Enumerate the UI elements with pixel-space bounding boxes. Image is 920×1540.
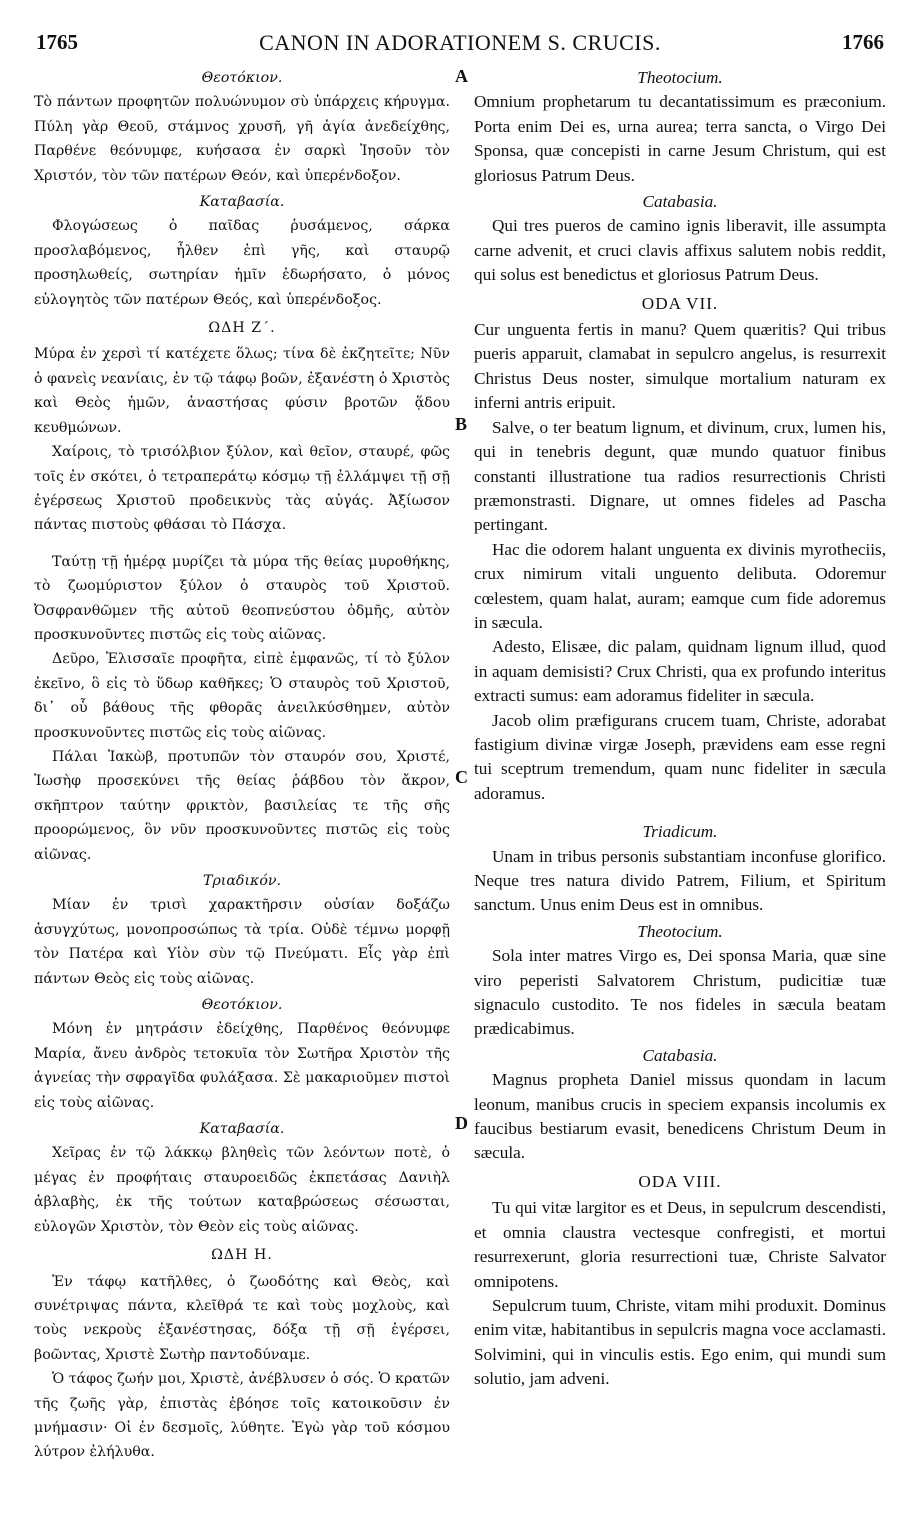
greek-paragraph: Μίαν ἐν τρισὶ χαρακτῆρσιν οὐσίαν δοξάζω ἀσυγχύτως, μονοπροσώπως τὰ τρία. Οὐδὲ τέμνω μορφῇ τὸν Πατέρα καὶ Υἱὸν σὺν τῷ Πνεύματι. Εἷς γὰρ ἐπὶ πάντων Θεὸς εἰς τοὺς αἰῶνας. <box>34 897 450 987</box>
margin-letter-b: B <box>455 414 468 434</box>
greek-heading-katabasia-2: Καταβασία. <box>199 1121 285 1138</box>
latin-paragraph: Sola inter matres Virgo es, Dei sponsa Maria, quæ sine viro peperisti Salvatorem Christum, pudicitiæ tuæ signaculo custodito. Te nos fideles in sæcula beatam prædicabimus. <box>474 946 886 1039</box>
greek-paragraph: Δεῦρο, Ἐλισσαῖε προφῆτα, εἰπὲ ἐμφανῶς, τί τὸ ξύλον ἐκεῖνο, ὃ εἰς τὸ ὕδωρ καθῆκες; Ὁ σταυρὸς τοῦ Χριστοῦ, δι᾽ οὗ βάθους τῆς φθορᾶς ἀνειλκύσθημεν, αὐτὸν προσκυνοῦντες πιστῶς εἰς τοὺς αἰῶνας. <box>34 651 450 741</box>
latin-paragraph: Sepulcrum tuum, Christe, vitam mihi produxit. Dominus enim vitæ, habitantibus in sepulcris magna voce acclamasti. Solvimini, qui in vinculis estis. Ego enim, qui mundi sum solutio, jam adveni. <box>474 1295 886 1389</box>
page-number-right: 1766 <box>842 30 884 54</box>
latin-heading-theotocium-2: Theotocium. <box>637 921 723 941</box>
latin-paragraph: Cur unguenta fertis in manu? Quem quæritis? Qui tribus pueris apparuit, clamabat in sepulcro angelus, is resurrexit Christus Deus noster, simulque mortalium naturam ex inferni antris eripuit. <box>474 320 886 413</box>
latin-heading-oda-8: ODA VIII. <box>638 1171 722 1191</box>
greek-paragraph: Χεῖρας ἐν τῷ λάκκῳ βληθεὶς τῶν λεόντων ποτὲ, ὁ μέγας ἐν προφήταις σταυροειδῶς ἐκπετάσας Δανιὴλ ἀβλαβὴς, ἐκ τῆς τούτων καταβρώσεως σέσωσται, εὐλογῶν Χριστὸν, τὸν Θεὸν εἰς τοὺς αἰῶνας. <box>34 1145 450 1235</box>
greek-paragraph: Φλογώσεως ὁ παῖδας ῥυσάμενος, σάρκα προσλαβόμενος, ἦλθεν ἐπὶ γῆς, καὶ σταυρῷ προσηλωθείς, σωτηρίαν ἡμῖν ἐδωρήσατο, ὁ μόνος εὐλογητὸς τῶν πατέρων Θεός, καὶ ὑπερένδοξος. <box>34 218 450 308</box>
latin-paragraph: Jacob olim præfigurans crucem tuam, Christe, adorabat fastigium divinæ virgæ Joseph, prævidens eam esse regni tui sceptrum tremendum, quam nunc fideliter in sæcula adoramus. <box>474 710 886 803</box>
greek-heading-triadikon: Τριαδικόν. <box>202 873 282 889</box>
greek-paragraph: Πάλαι Ἰακὼβ, προτυπῶν τὸν σταυρόν σου, Χριστέ, Ἰωσὴφ προσεκύνει τῆς θείας ῥάβδου τὸν ἄκρον, σκῆπτρον ταύτην φρικτὸν, βασιλείας τε τῆς σῆς προορώμενος, ὃν νῦν προσκυνοῦντες πιστῶς εἰς τοὺς αἰῶνας. <box>34 748 450 863</box>
greek-heading-theotokion-2: Θεοτόκιον. <box>201 997 283 1014</box>
running-title: CANON IN ADORATIONEM S. CRUCIS. <box>259 30 661 55</box>
latin-paragraph: Hac die odorem halant unguenta ex divinis myrotheciis, crux nimirum vitali unguento delibuta. Odoremur cœlestem, quam halat, auram; eamque cum fide adoremus in sæcula. <box>474 539 886 632</box>
latin-paragraph: Qui tres pueros de camino ignis liberavit, ille assumpta carne advenit, et cruci clavis affixus salutem nobis reddit, qui solus est benedictus et gloriosus Patrum Deus. <box>474 216 886 285</box>
margin-letter-a: A <box>455 66 468 86</box>
margin-letter-c: C <box>455 767 468 787</box>
latin-heading-triadicum: Triadicum. <box>642 822 718 842</box>
latin-paragraph: Unam in tribus personis substantiam inconfuse glorifico. Neque tres natura divido Patrem, Filium, et Spiritum sanctum. Unus enim Deus est in omnibus. <box>474 846 886 915</box>
latin-heading-catabasia: Catabasia. <box>642 192 718 212</box>
latin-paragraph: Tu qui vitæ largitor es et Deus, in sepulcrum descendisti, et omnia claustra vectesque confregisti, et mortui resurrexerunt, gloria resurrectioni tuæ, Christe Salvator omnipotens. <box>474 1198 886 1291</box>
greek-heading-ode-8: ΩΔΗ Η. <box>211 1247 273 1264</box>
greek-heading-ode-7: ΩΔΗ Ζ΄. <box>208 320 276 337</box>
latin-heading-catabasia-2: Catabasia. <box>642 1045 718 1065</box>
greek-heading-katabasia: Καταβασία. <box>199 194 285 211</box>
greek-heading-theotokion: Θεοτόκιον. <box>201 70 283 86</box>
latin-paragraph: Salve, o ter beatum lignum, et divinum, crux, lumen his, qui in tenebris degunt, quæ mundo quatuor finibus constanti illustratione tua radios resurrectionis Christi præmonstrasti. Dignare, ut omnes fideles ad Pascha pertingant. <box>474 417 886 535</box>
latin-paragraph: Adesto, Elisæe, dic palam, quidnam lignum illud, quod in aquam demisisti? Crux Christi, qua ex profundo interitus extracti sumus: eam adoramus fideliter in sæcula. <box>474 637 886 706</box>
greek-paragraph: Μόνη ἐν μητράσιν ἐδείχθης, Παρθένος θεόνυμφε Μαρία, ἄνευ ἀνδρὸς τετοκυῖα τὸν Σωτῆρα Χριστὸν τῆς ἁγνείας τὴν σφραγῖδα φυλάξασα. Σὲ μακαριοῦμεν πιστοὶ εἰς τοὺς αἰῶνας. <box>34 1021 450 1111</box>
greek-paragraph: Ταύτῃ τῇ ἡμέρᾳ μυρίζει τὰ μύρα τῆς θείας μυροθήκης, τὸ ζωομύριστον ξύλον ὁ σταυρὸς τοῦ Χριστοῦ. Ὀσφρανθῶμεν τῆς αὐτοῦ θεοπνεύστου ὀδμῆς, αὐτὸν προσκυνοῦντες πιστῶς εἰς τοὺς αἰῶνας. <box>34 553 450 643</box>
latin-column <box>474 64 886 1392</box>
latin-paragraph: Magnus propheta Daniel missus quondam in lacum leonum, manibus crucis in speciem expansis incolumis ex faucibus bestiarum evasit, benedicens Christum Deum in sæcula. <box>474 1070 886 1163</box>
greek-paragraph: Χαίροις, τὸ τρισόλβιον ξύλον, καὶ θεῖον, σταυρέ, φῶς τοῖς ἐν σκότει, ὁ τετραπεράτῳ κόσμῳ τῇ ἐλλάμψει τῇ σῇ ἐγέρσεως Χριστοῦ προδεικνὺς τὰς αὐγάς. Ἀξίωσον πάντας πιστοὺς φθάσαι τὸ Πάσχα. <box>34 444 450 534</box>
margin-letter-d: D <box>455 1113 468 1133</box>
greek-paragraph: Μύρα ἐν χερσὶ τί κατέχετε ὅλως; τίνα δὲ ἐκζητεῖτε; Νῦν ὁ φανεὶς νεανίαις, ἐν τῷ τάφῳ βοῶν, ἐξανέστη ὁ Χριστὸς καὶ Θεὸς ἡμῶν, ἀναστήσας φύσιν βροτῶν ᾅδου κευθμώνων. <box>34 346 450 436</box>
greek-paragraph: Ὁ τάφος ζωήν μοι, Χριστὲ, ἀνέβλυσεν ὁ σός. Ὁ κρατῶν τῆς ζωῆς γὰρ, ἐπιστὰς ἐβόησε τοῖς κατοικοῦσιν ἐν μνήμασιν· Οἱ ἐν δεσμοῖς, λύθητε. Ἐγὼ γὰρ τοῦ κόσμου λύτρον ἐλήλυθα. <box>34 1371 450 1461</box>
greek-paragraph: Τὸ πάντων προφητῶν πολυώνυμον σὺ ὑπάρχεις κήρυγμα. Πύλη γὰρ Θεοῦ, στάμνος χρυσῆ, γῆ ἁγία ἀνεδείχθης, Παρθένε θεόνυμφε, κυήσασα ἐν σαρκὶ Ἰησοῦν τὸν Χριστόν, τὸν τῶν πατέρων Θεόν, καὶ ὑπερένδοξον. <box>34 94 450 184</box>
latin-paragraph: Omnium prophetarum tu decantatissimum es præconium. Porta enim Dei es, urna aurea; terra sancta, o Virgo Dei Sponsa, quæ concepisti in carne Jesum Christum, qui est gloriosus Patrum Deus. <box>474 92 886 185</box>
greek-column <box>34 64 450 1465</box>
latin-heading-theotocium: Theotocium. <box>637 68 723 87</box>
running-header <box>36 30 884 58</box>
page-number-left: 1765 <box>36 30 78 54</box>
greek-paragraph: Ἐν τάφῳ κατῆλθες, ὁ ζωοδότης καὶ Θεὸς, καὶ συνέτριψας πάντα, κλεῖθρά τε καὶ τοὺς μοχλοὺς, καὶ τοὺς νεκροὺς ἐξανέστησας, δόξα τῇ σῇ ἐγέρσει, βοῶντας, Χριστὲ Σωτὴρ παντοδύναμε. <box>34 1273 450 1363</box>
latin-heading-oda-7: ODA VII. <box>641 293 719 313</box>
